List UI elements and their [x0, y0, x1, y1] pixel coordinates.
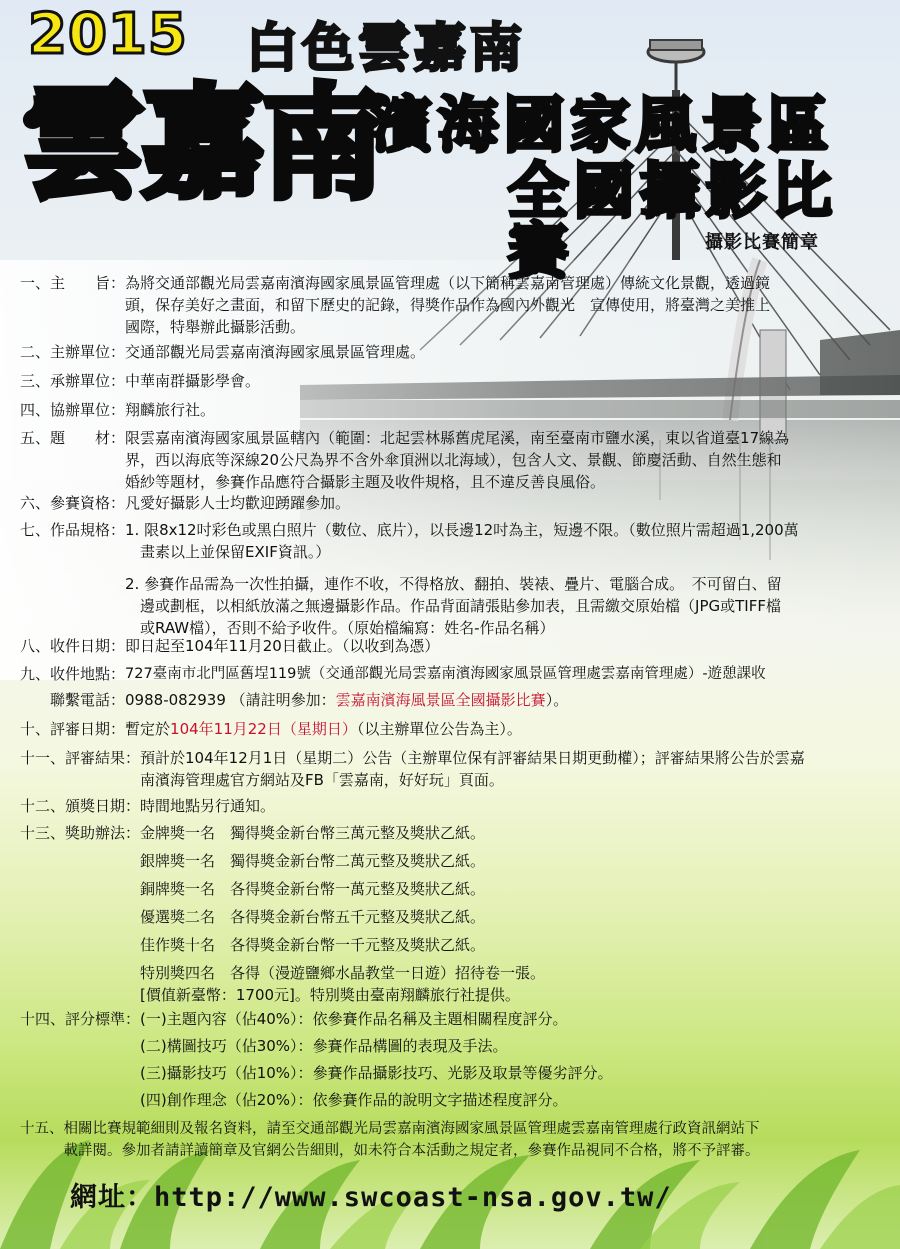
section-label: 十四、評分標準：	[20, 1010, 141, 1028]
section-text: 即日起至104年11月20日截止。（以收到為憑）	[125, 637, 440, 655]
award-line: [價值新臺幣：1700元]。特別獎由臺南翔麟旅行社提供。	[140, 986, 520, 1004]
text-line: 或RAW檔），否則不給予收件。（原始檔編寫：姓名-作品名稱）	[125, 619, 555, 637]
judging-post: （以主辦單位公告為主）。	[356, 720, 522, 738]
section-label: 十三、獎助辦法：	[20, 824, 141, 842]
section-eligibility	[20, 492, 882, 514]
award-line: 銅牌獎一名 各得獎金新台幣一萬元整及獎狀乙紙。	[140, 880, 486, 898]
section-text: 727臺南市北門區舊埕119號（交通部觀光局雲嘉南濱海國家風景區管理處雲嘉南管理處）-遊憩課收	[125, 666, 766, 682]
section-subject	[20, 427, 882, 493]
section-executor	[20, 370, 882, 392]
section-text: 中華南群攝影學會。	[125, 372, 261, 390]
section-label: 二、主辦單位：	[20, 343, 126, 361]
contact-note: （請註明參加：	[230, 691, 336, 709]
top-subtitle: 白色雲嘉南	[246, 18, 527, 79]
brief-label: 攝影比賽簡章	[705, 232, 819, 253]
section-text: 時間地點另行通知。	[140, 797, 276, 815]
judging-date-highlight: 104年11月22日（星期日）	[170, 720, 357, 738]
section-text: 交通部觀光局雲嘉南濱海國家風景區管理處。	[125, 343, 426, 361]
section-results	[20, 747, 882, 791]
text-line: 國際，特舉辦此攝影活動。	[125, 318, 306, 336]
section-label: 十、評審日期：	[20, 720, 126, 738]
award-line: 金牌獎一名 獨得獎金新台幣三萬元整及獎狀乙紙。	[140, 824, 486, 842]
criteria-line: (一)主題內容（佔40%）：依參賽作品名稱及主題相關程度評分。	[140, 1010, 568, 1028]
section-label: 五、題 材：	[20, 429, 126, 447]
text-line: 相關比賽規範細則及報名資料，請至交通部觀光局雲嘉南濱海國家風景區管理處雲嘉南管理處行政資訊網站下	[63, 1121, 760, 1137]
text-line: 為將交通部觀光局雲嘉南濱海國家風景區管理處（以下簡稱雲嘉南管理處）傳統文化景觀，透過鏡	[125, 274, 771, 292]
award-line: 優選獎二名 各得獎金新台幣五千元整及獎狀乙紙。	[140, 908, 486, 926]
section-organizer	[20, 341, 882, 363]
section-label: 十五、	[20, 1121, 64, 1137]
website-url[interactable]: 網址：http://www.swcoast-nsa.gov.tw/	[70, 1182, 672, 1213]
section-contact	[20, 689, 882, 711]
section-awards	[20, 822, 882, 1006]
text-line: 2. 參賽作品需為一次性拍攝，連作不收，不得格放、翻拍、裝裱、疊片、電腦合成。 不可留白、留	[125, 575, 782, 593]
section-label: 三、承辦單位：	[20, 372, 126, 390]
contact-phone: 0988-082939	[125, 691, 226, 709]
section-label: 四、協辦單位：	[20, 401, 126, 419]
contact-note-highlight: 雲嘉南濱海風景區全國攝影比賽	[335, 691, 546, 709]
section-deadline	[20, 635, 882, 657]
section-co-organizer	[20, 399, 882, 421]
section-judging-date	[20, 718, 882, 740]
criteria-line: (三)攝影技巧（佔10%）：參賽作品攝影技巧、光影及取景等優劣評分。	[140, 1064, 613, 1082]
big-title: 雲嘉南	[22, 71, 382, 215]
text-line: 南濱海管理處官方網站及FB「雲嘉南，好好玩」頁面。	[140, 771, 504, 789]
text-line: 載詳閱。參加者請詳讀簡章及官網公告細則，如未符合本活動之規定者，參賽作品視同不合格，將不予評審。	[63, 1143, 760, 1159]
text-line: 畫素以上並保留EXIF資訊。）	[125, 543, 331, 561]
criteria-line: (四)創作理念（佔20%）：依參賽作品的說明文字描述程度評分。	[140, 1091, 568, 1109]
section-label: 七、作品規格：	[20, 521, 126, 539]
section-label: 九、收件地點：	[20, 665, 126, 683]
section-label: 六、參賽資格：	[20, 494, 126, 512]
text-line: 限雲嘉南濱海國家風景區轄內（範圍：北起雲林縣舊虎尾溪，南至臺南市鹽水溪，東以省道臺17線為	[125, 429, 790, 447]
section-label: 十二、頒獎日期：	[20, 797, 141, 815]
text-line: 邊或劃框，以相紙放滿之無邊攝影作品。作品背面請張貼參加表，且需繳交原始檔（JPG或TIFF檔	[125, 597, 781, 615]
award-line: 銀牌獎一名 獨得獎金新台幣二萬元整及獎狀乙紙。	[140, 852, 486, 870]
title-line-2: 全國攝影比賽	[508, 157, 838, 287]
text-line: 頭，保存美好之畫面，和留下歷史的記錄，得獎作品作為國內外觀光 宣傳使用，將臺灣之美推上	[125, 296, 771, 314]
judging-pre: 暫定於	[125, 720, 171, 738]
title-line-1: 濱海國家風景區	[372, 91, 834, 161]
section-rules	[20, 1118, 882, 1162]
text-line: 界，西以海底等深線20公尺為界不含外傘頂洲以北海域），包含人文、景觀、節慶活動、自然生態和	[125, 451, 782, 469]
section-label: 一、主 旨：	[20, 274, 126, 292]
award-line: 佳作獎十名 各得獎金新台幣一千元整及獎狀乙紙。	[140, 936, 486, 954]
award-line: 特別獎四名 各得（漫遊鹽鄉水晶教堂一日遊）招待卷一張。	[140, 964, 546, 982]
section-purpose	[20, 272, 882, 338]
section-label: 十一、評審結果：	[20, 749, 141, 767]
section-text: 翔麟旅行社。	[125, 401, 216, 419]
section-address	[20, 663, 882, 685]
year-title: 2015	[28, 2, 188, 67]
text-line: 1. 限8x12吋彩色或黑白照片（數位、底片），以長邊12吋為主，短邊不限。（數位照片需超過1,200萬	[125, 521, 799, 539]
section-text: 凡愛好攝影人士均歡迎踴躍參加。	[125, 494, 351, 512]
section-specs	[20, 519, 882, 639]
text-line: 婚紗等題材，參賽作品應符合攝影主題及收件規格，且不違反善良風俗。	[125, 473, 606, 491]
contact-note-end: ）。	[545, 691, 569, 709]
section-label: 八、收件日期：	[20, 637, 126, 655]
contact-label: 聯繫電話：	[20, 691, 126, 709]
section-criteria	[20, 1008, 882, 1111]
criteria-line: (二)構圖技巧（佔30%）：參賽作品構圖的表現及手法。	[140, 1037, 508, 1055]
section-award-date	[20, 795, 882, 817]
text-line: 預計於104年12月1日（星期二）公告（主辦單位保有評審結果日期更動權）；評審結果將公告於雲嘉	[140, 749, 805, 767]
